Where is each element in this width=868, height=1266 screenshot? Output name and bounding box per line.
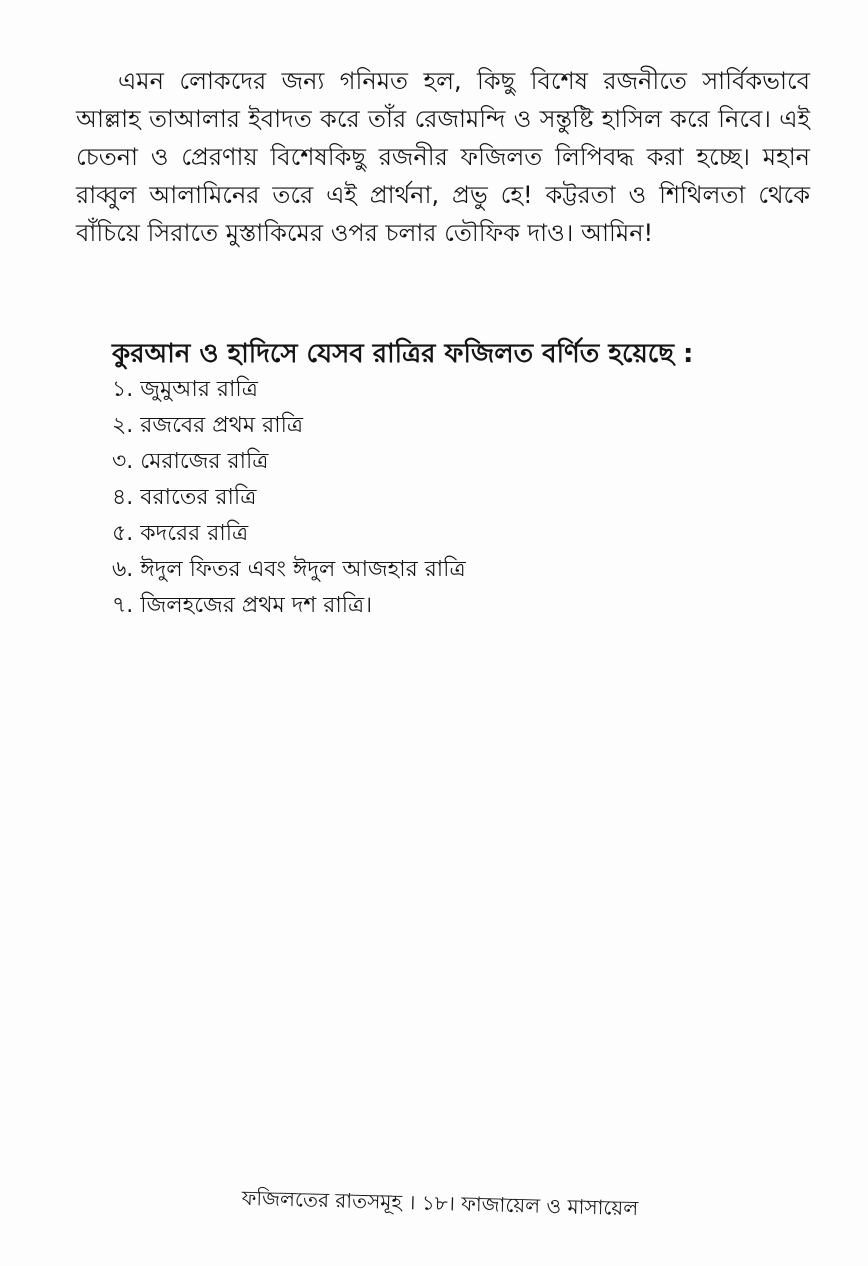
list-item: ৪. বরাতের রাত্রি bbox=[112, 485, 257, 510]
list-item: ৩. মেরাজের রাত্রি bbox=[112, 449, 269, 474]
nights-list bbox=[112, 372, 792, 624]
section-heading: কুরআন ও হাদিসে যেসব রাত্রির ফজিলত বর্ণিত হয়েছে : bbox=[112, 339, 694, 369]
footer-separator: । bbox=[447, 1191, 456, 1216]
list-item: ৭. জিলহজের প্রথম দশ রাত্রি। bbox=[112, 593, 373, 618]
footer-book-title: ফজিলতের রাতসমূহ bbox=[241, 1185, 403, 1214]
intro-paragraph: এমন লোকদের জন্য গনিমত হল, কিছু বিশেষ রজনীতে সার্বিকভাবে আল্লাহ তাআলার ইবাদত করে তাঁর রেজামন্দি ও সন্তুষ্টি হাসিল করে নিবে। এই চেতনা ও প্রেরণায় বিশেষকিছু রজনীর ফজিলত লিপিবদ্ধ করা হচ্ছে। মহান রাব্বুল আলামিনের তরে এই প্রার্থনা, প্রভু হে! কট্টরতা ও শিথিলতা থেকে বাঁচিয়ে সিরাতে মুস্তাকিমের ওপর চলার তৌফিক দাও। আমিন! bbox=[76, 67, 810, 247]
list-item: ৬. ঈদুল ফিতর এবং ঈদুল আজহার রাত্রি bbox=[112, 557, 466, 582]
page-footer bbox=[200, 1182, 681, 1225]
footer-series-title: ফাজায়েল ও মাসায়েল bbox=[460, 1191, 639, 1221]
list-item: ১. জুমুআর রাত্রি bbox=[112, 377, 258, 402]
page-number: ১৮ bbox=[421, 1190, 449, 1216]
list-item: ৫. কদরের রাত্রি bbox=[112, 521, 249, 546]
list-item: ২. রজবের প্রথম রাত্রি bbox=[112, 413, 304, 438]
footer-separator: । bbox=[408, 1190, 416, 1215]
